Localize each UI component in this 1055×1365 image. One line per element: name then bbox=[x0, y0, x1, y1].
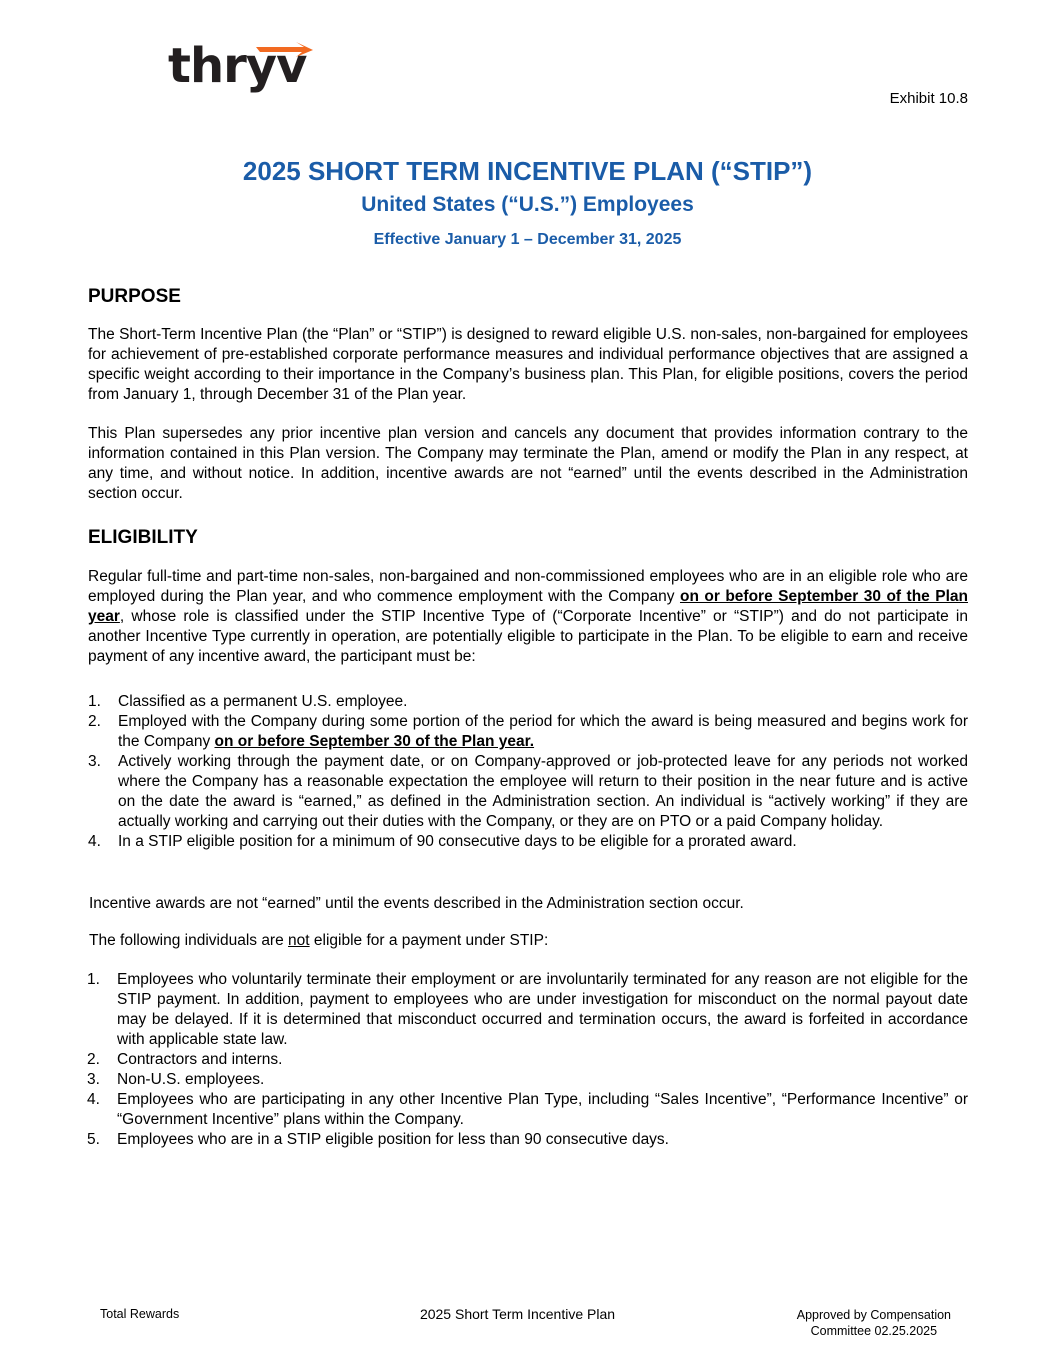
p3-text: The following individuals are bbox=[89, 932, 289, 949]
list-number: 3. bbox=[88, 753, 101, 770]
list-item bbox=[87, 1090, 968, 1130]
eligibility-p1-text: Regular full-time and part-time non-sales, non-bargained and non-commissioned employees who are in an eligible role who are employed during the Plan year, and who commence employment with the Company bbox=[88, 568, 968, 605]
list-item bbox=[87, 1070, 968, 1090]
list-text: Non-U.S. employees. bbox=[117, 1071, 265, 1088]
list-item bbox=[87, 1050, 968, 1070]
list-item bbox=[88, 752, 968, 832]
list-number: 2. bbox=[87, 1051, 100, 1068]
document-subtitle: United States (“U.S.”) Employees bbox=[361, 193, 694, 216]
list-item bbox=[87, 970, 968, 1050]
p3-text-cont: eligible for a payment under STIP: bbox=[309, 932, 549, 949]
list-text: Employed with the Company during some portion of the period for which the award is being measured and begins work for the Company bbox=[118, 713, 968, 750]
list-text: Employees who are in a STIP eligible position for less than 90 consecutive days. bbox=[117, 1131, 669, 1148]
footer-right-line-2: Committee 02.25.2025 bbox=[810, 1324, 938, 1338]
list-item bbox=[88, 832, 968, 852]
effective-dates: Effective January 1 – December 31, 2025 bbox=[373, 231, 682, 248]
list-number: 2. bbox=[88, 713, 101, 730]
list-number: 4. bbox=[88, 833, 101, 850]
p3-not: not bbox=[288, 932, 310, 949]
footer-right-line-1: Approved by Compensation bbox=[796, 1308, 951, 1322]
list-text: Actively working through the payment date, or on Company-approved or job-protected leave for any periods not worked where the Company has a reasonable expectation the employee will return to their position in the near future and is active on the date the award is “earned,” as defined in the Administration section. An individual is “actively working” if they are actually working and carrying out their duties with the Company, or they are on PTO or a paid Company holiday. bbox=[118, 753, 968, 830]
list-number: 4. bbox=[87, 1091, 100, 1108]
purpose-heading: PURPOSE bbox=[88, 286, 181, 307]
list-text: Employees who are participating in any other Incentive Plan Type, including “Sales Incentive”, “Performance Incentive” or “Government Incentive” plans within the Company. bbox=[117, 1091, 968, 1128]
list-item bbox=[88, 692, 968, 712]
eligibility-paragraph-2: Incentive awards are not “earned” until the events described in the Administration section occur. bbox=[89, 895, 744, 912]
list-text: Contractors and interns. bbox=[117, 1051, 283, 1068]
list-number: 1. bbox=[88, 693, 101, 710]
eligibility-p1-text-cont: , whose role is classified under the STIP Incentive Type of (“Corporate Incentive” or “STIP”) and do not participate in another Incentive Type currently in operation, are potentially eligible to participate in the Plan. To be eligible to earn and receive payment of any incentive award, the participant must be: bbox=[88, 608, 968, 665]
footer-center: 2025 Short Term Incentive Plan bbox=[419, 1306, 616, 1322]
ineligible-list bbox=[87, 970, 968, 1150]
list-text: Employees who voluntarily terminate their employment or are involuntarily terminated for any reason are not eligible for the STIP payment. In addition, payment to employees who are under investigation for misconduct on the normal payout date may be delayed. If it is determined that misconduct occurred and termination occurs, the award is forfeited in accordance with applicable state law. bbox=[117, 971, 968, 1048]
list-number: 1. bbox=[87, 971, 100, 988]
list-number: 3. bbox=[87, 1071, 100, 1088]
logo-wordmark: thryv bbox=[168, 42, 307, 94]
document-title: 2025 SHORT TERM INCENTIVE PLAN (“STIP”) bbox=[242, 156, 813, 186]
purpose-paragraph-2: This Plan supersedes any prior incentive plan version and cancels any document that provides information contrary to the information contained in this Plan version. The Company may terminate the Plan, amend or modify the Plan in any respect, at any time, and without notice. In addition, incentive awards are not “earned” until the events described in the Administration section occur. bbox=[88, 425, 968, 502]
list-text: In a STIP eligible position for a minimum of 90 consecutive days to be eligible for a prorated award. bbox=[118, 833, 797, 850]
eligibility-heading: ELIGIBILITY bbox=[88, 527, 198, 548]
eligibility-paragraph-1 bbox=[88, 567, 968, 667]
list-number: 5. bbox=[87, 1131, 100, 1148]
eligibility-p1-deadline: on or before September 30 of the Plan year bbox=[88, 588, 968, 625]
thryv-logo bbox=[168, 42, 313, 100]
list-text: Classified as a permanent U.S. employee. bbox=[118, 693, 408, 710]
list-item bbox=[88, 712, 968, 752]
footer-left: Total Rewards bbox=[100, 1307, 180, 1321]
list-deadline: on or before September 30 of the Plan year. bbox=[214, 733, 535, 750]
eligibility-requirements-list bbox=[88, 692, 968, 852]
eligibility-paragraph-3 bbox=[89, 931, 969, 951]
list-item bbox=[87, 1130, 968, 1150]
purpose-paragraph-1: The Short-Term Incentive Plan (the “Plan” or “STIP”) is designed to reward eligible U.S. non-sales, non-bargained for employees for achievement of pre-established corporate performance measures and individual performance objectives that are assigned a specific weight according to their importance in the Company’s business plan. This Plan, for eligible positions, covers the period from January 1, through December 31 of the Plan year. bbox=[88, 326, 968, 403]
footer-right bbox=[797, 1307, 951, 1339]
exhibit-label: Exhibit 10.8 bbox=[889, 90, 968, 107]
